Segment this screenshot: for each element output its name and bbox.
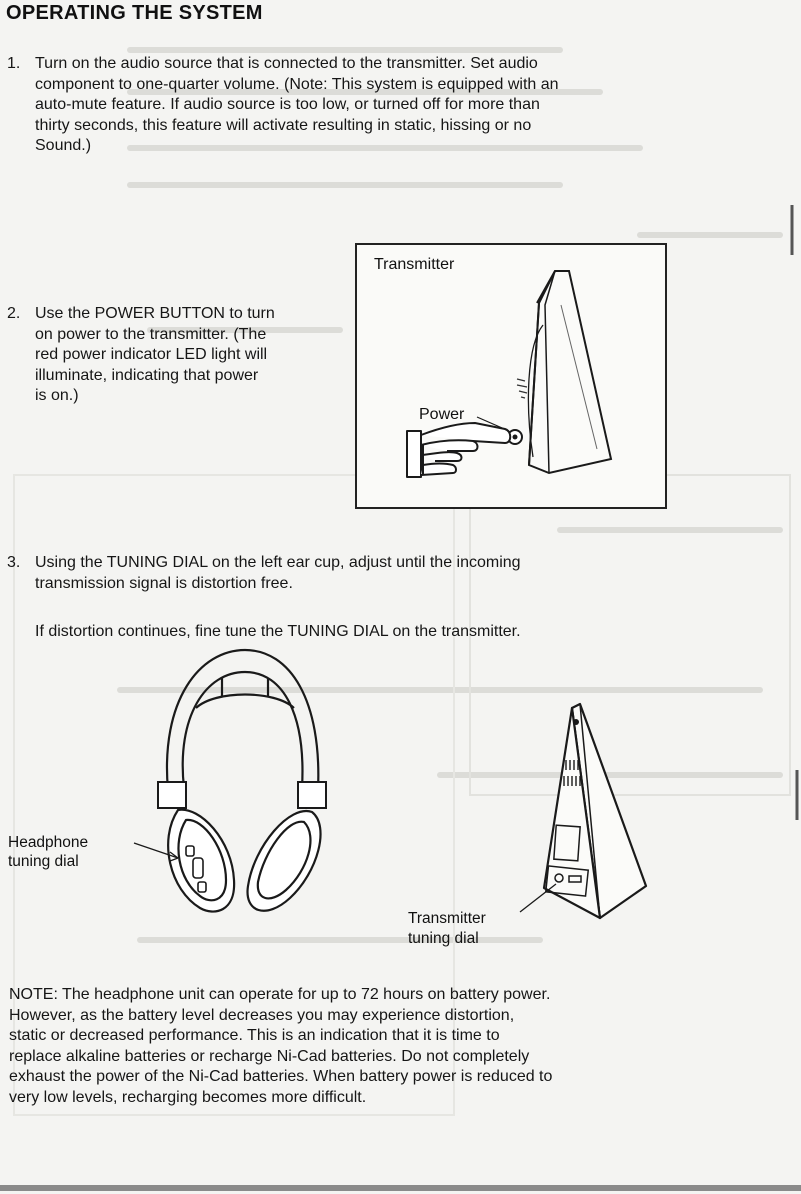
figure-transmitter-label: Transmitter (374, 256, 455, 273)
figure-power-label: Power (419, 406, 465, 423)
step-line: thirty seconds, this feature will activate resulting in static, hissing or no (35, 116, 532, 134)
note-line: However, as the battery level decreases you may experience distortion, (9, 1006, 515, 1024)
step-line: transmission signal is distortion free. (35, 574, 293, 592)
headphone-label-line-2: tuning dial (8, 853, 79, 870)
step-line: is on.) (35, 387, 79, 404)
step-number: 2. (7, 305, 21, 322)
step-number: 3. (7, 554, 21, 571)
step-number: 1. (7, 55, 21, 72)
battery-note (9, 985, 779, 1108)
step-line: Use the POWER BUTTON to turn (35, 305, 275, 322)
step-line: auto-mute feature. If audio source is too low, or turned off for more than (35, 96, 540, 113)
note-line: very low levels, recharging becomes more difficult. (9, 1088, 367, 1106)
note-line: static or decreased performance. This is an indication that it is time to (9, 1027, 500, 1044)
step-line: Turn on the audio source that is connected to the transmitter. Set audio (35, 55, 538, 72)
page-title: OPERATING THE SYSTEM (6, 2, 263, 24)
step-line: on power to the transmitter. (The (35, 325, 267, 343)
transmitter-dial-label-line-1: Transmitter (408, 910, 486, 927)
step-line: Sound.) (35, 137, 92, 154)
transmitter-dial-label-line-2: tuning dial (408, 930, 479, 947)
note-line: replace alkaline batteries or recharge Ni-Cad batteries. Do not completely (9, 1047, 530, 1065)
step-line: Using the TUNING DIAL on the left ear cup, adjust until the incoming (35, 554, 521, 571)
distortion-note: If distortion continues, fine tune the TUNING DIAL on the transmitter. (35, 623, 521, 640)
step-line: illuminate, indicating that power (35, 366, 259, 384)
note-line: NOTE: The headphone unit can operate for up to 72 hours on battery power. (9, 986, 551, 1003)
note-line: exhaust the power of the Ni-Cad batteries. When battery power is reduced to (9, 1068, 553, 1085)
step-line: red power indicator LED light will (35, 346, 268, 363)
step-line: component to one-quarter volume. (Note: This system is equipped with an (35, 75, 559, 93)
headphone-label-line-1: Headphone (8, 834, 89, 851)
